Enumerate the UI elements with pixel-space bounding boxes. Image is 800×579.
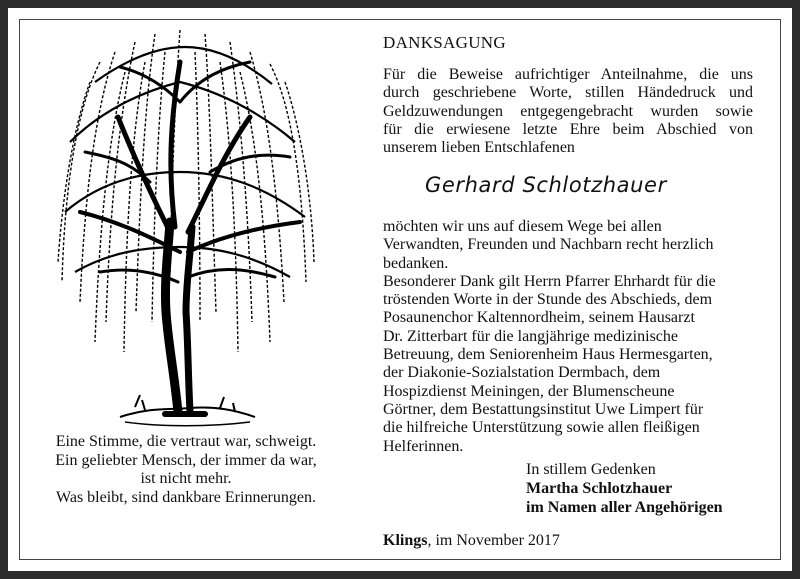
text-line: Görtner, dem Bestattungsinstitut Uwe Limpert für [383,400,704,418]
text-line: Dr. Zitterbart für die langjährige medizinische [383,327,678,345]
text-line: Verwandten, Freunden und Nachbarn recht herzlich [383,236,714,254]
text-line: tröstenden Worte in der Stunde des Abschieds, dem [383,291,713,309]
text-line: Betreuung, dem Seniorenheim Haus Hermesgarten, [383,346,713,364]
verse-line: Ein geliebter Mensch, der immer da war, [55,451,317,469]
verse-line: Was bleibt, sind dankbare Erinnerungen. [56,488,316,506]
text-line: durch geschriebene Worte, stillen Händedruck und [383,84,753,102]
verse-line: Eine Stimme, die vertraut war, schweigt. [55,433,317,450]
text-line: Posaunenchor Kaltennordheim, seinem Hausarzt [383,309,695,327]
intro-paragraph [383,66,753,157]
text-line: für die erwiesene letzte Ehre beim Abschied von [383,120,753,138]
signer-name: Martha Schlotzhauer [526,480,673,497]
verse [36,433,336,507]
verse-line: ist nicht mehr. [140,470,232,487]
place-name: Klings [383,532,428,549]
signer-relation: im Namen aller Angehörigen [526,499,723,516]
text-line: der Diakonie-Sozialstation Dermbach, dem [383,364,661,382]
text-line: Besonderer Dank gilt Herrn Pfarrer Ehrhardt für die [383,272,716,290]
weeping-willow-tree-icon [40,22,325,432]
heading: DANKSAGUNG [383,33,506,52]
deceased-name: Gerhard Schlotzhauer [425,173,667,197]
closing-signature [526,460,723,517]
date-text: , im November 2017 [427,532,560,549]
text-line: Für die Beweise aufrichtiger Anteilnahme, die uns [383,66,753,83]
text-line: Hospizdienst Meiningen, der Blumenscheune [383,382,675,400]
closing-line: In stillem Gedenken [526,461,656,478]
text-line: möchten wir uns auf diesem Wege bei allen [383,218,662,235]
text-line: Geldzuwendungen entgegengebracht wurden sowie [383,102,753,120]
thanks-paragraph [383,218,753,456]
text-line: Helferinnen. [383,437,464,455]
text-line: die hilfreiche Unterstützung sowie allen fleißigen [383,419,700,437]
place-date [383,532,560,550]
text-line: unserem lieben Entschlafenen [383,139,575,157]
text-line: bedanken. [383,254,449,272]
